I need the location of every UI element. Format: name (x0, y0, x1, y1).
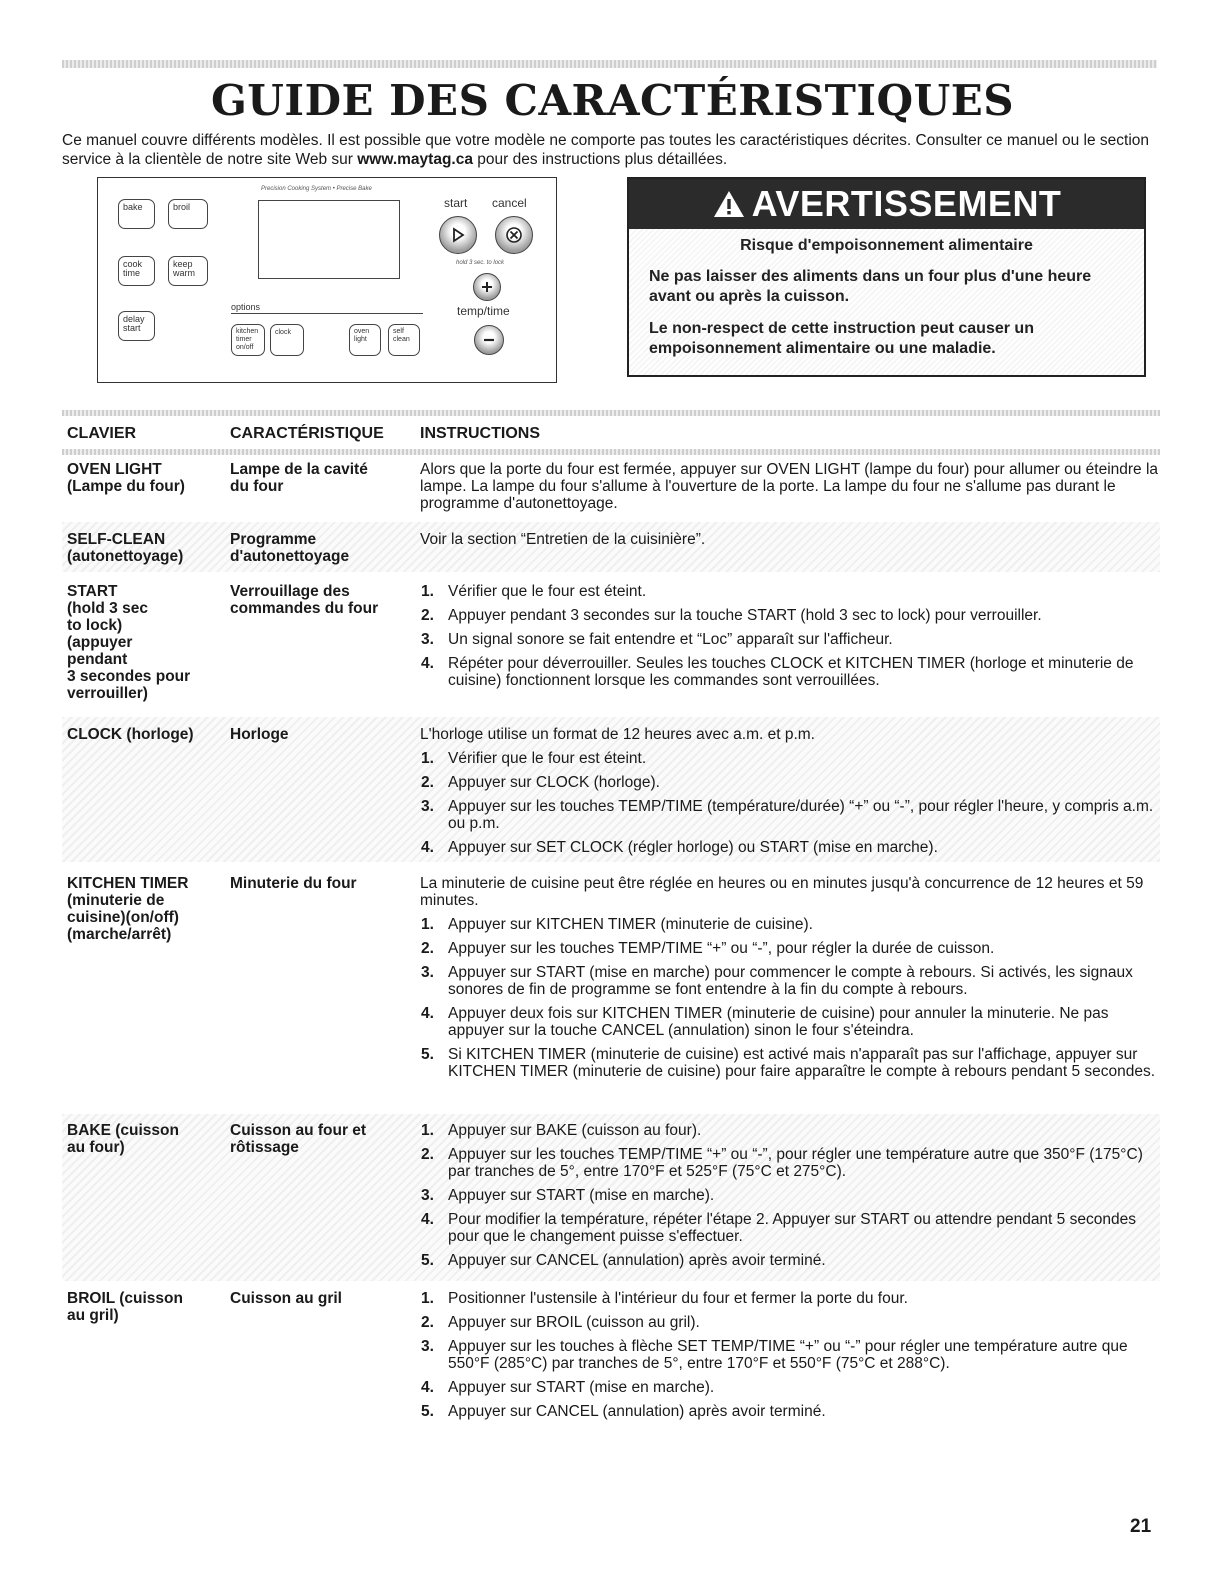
instructions (420, 583, 1160, 696)
cancel-label: cancel (492, 196, 527, 210)
table-top-rule (62, 410, 1160, 416)
feature-name: Horloge (230, 726, 289, 743)
website-link[interactable]: www.maytag.ca (357, 151, 473, 168)
kitchen-timer-key: kitchen timer on/off (231, 324, 265, 356)
list-item: 4. Appuyer sur SET CLOCK (régler horloge) ou START (mise en marche). (421, 839, 938, 856)
table-row (62, 522, 1160, 572)
header-caracteristique: CARACTÉRISTIQUE (230, 425, 384, 442)
intro-text-end: pour des instructions plus détaillées. (472, 151, 728, 168)
play-icon (450, 227, 466, 243)
key-name: BAKE (cuisson au four) (67, 1122, 179, 1156)
list-item: 4. Pour modifier la température, répéter l'étape 2. Appuyer sur START ou attendre pendant 5 secondes pour que le changement puisse s'effectuer. (421, 1211, 1136, 1245)
control-panel-illustration (97, 177, 557, 383)
intro-text: Ce manuel couvre différents modèles. Il est possible que votre modèle ne comporte pas toutes les caractéristiques décrites. Consulter ce manuel ou le section service à la clientèle de notre site Web sur (62, 132, 1150, 168)
hold-to-lock-text: hold 3 sec. to lock (456, 260, 505, 266)
list-item: 2. Appuyer sur BROIL (cuisson au gril). (421, 1314, 700, 1331)
minus-icon (482, 333, 496, 347)
feature-name: Programme d'autonettoyage (230, 531, 350, 565)
warning-box (627, 177, 1146, 377)
key-name: BROIL (cuisson au gril) (67, 1290, 183, 1324)
options-rule (231, 313, 423, 314)
header-clavier: CLAVIER (67, 425, 137, 442)
warning-triangle-icon (712, 189, 746, 219)
start-label: start (444, 196, 468, 210)
key-name: KITCHEN TIMER (minuterie de cuisine)(on/off) (marche/arrêt) (67, 875, 189, 943)
list-item: 1. Positionner l'ustensile à l'intérieur du four et fermer la porte du four. (421, 1290, 908, 1307)
options-label: options (231, 302, 261, 312)
list-item: 2. Appuyer sur les touches TEMP/TIME “+” ou “-”, pour régler la durée de cuisson. (421, 940, 995, 957)
list-item: 2. Appuyer pendant 3 secondes sur la touche START (hold 3 sec to lock) pour verrouiller. (421, 607, 1042, 624)
table-header-rule (62, 449, 1160, 455)
table-row (62, 576, 1160, 714)
table-row (62, 1114, 1160, 1281)
list-item: 1. Vérifier que le four est éteint. (421, 583, 647, 600)
minus-button (474, 325, 504, 355)
temp-time-label: temp/time (457, 304, 510, 318)
list-item: 2. Appuyer sur les touches TEMP/TIME “+” ou “-”, pour régler une température autre que 350°F (175°C) par tranches de 5°, entre 170°F et 525°F (75°C et 275°C). (421, 1146, 1143, 1180)
instructions (420, 875, 1160, 1087)
bake-key: bake (118, 199, 155, 229)
feature-name: Verrouillage des commandes du four (230, 583, 379, 617)
instructions (420, 1290, 1160, 1427)
self-clean-key: self clean (388, 324, 420, 356)
key-name: SELF-CLEAN (autonettoyage) (67, 531, 184, 565)
list-item: 4. Répéter pour déverrouiller. Seules les touches CLOCK et KITCHEN TIMER (horloge et minuterie de cuisine) fonctionnent lorsque les commandes sont verrouillées. (421, 655, 1134, 689)
list-item: 5. Appuyer sur CANCEL (annulation) après avoir terminé. (421, 1252, 826, 1269)
instruction-text: Alors que la porte du four est fermée, appuyer sur OVEN LIGHT (lampe du four) pour allumer ou éteindre la lampe. La lampe du four s'allume à l'ouverture de la porte. La lampe du four ne s'allume pas durant le programme d'autonettoyage. (420, 461, 1159, 512)
cancel-button (495, 216, 533, 254)
cancel-icon (505, 226, 523, 244)
list-item: 4. Appuyer deux fois sur KITCHEN TIMER (minuterie de cuisine) pour annuler la minuterie. Ne pas appuyer sur la touche CANCEL (annulation) sinon le four s'éteindra. (421, 1005, 1109, 1039)
feature-name: Cuisson au four et rôtissage (230, 1122, 367, 1156)
key-name: OVEN LIGHT (Lampe du four) (67, 461, 185, 495)
list-item: 3. Appuyer sur les touches TEMP/TIME (température/durée) “+” ou “-”, pour régler l'heure, y compris a.m. ou p.m. (421, 798, 1154, 832)
panel-display (258, 200, 400, 279)
instructions (420, 726, 1160, 863)
instruction-text: L'horloge utilise un format de 12 heures avec a.m. et p.m. (420, 726, 815, 743)
warning-paragraph-2: Le non-respect de cette instruction peut causer un empoisonnement alimentaire ou une maladie. (649, 320, 1034, 357)
instruction-text: La minuterie de cuisine peut être réglée en heures ou en minutes jusqu'à concurrence de 12 heures et 59 minutes. (420, 875, 1144, 909)
key-name: START (hold 3 sec to lock) (appuyer pendant 3 secondes pour verrouiller) (67, 583, 191, 702)
list-item: 1. Appuyer sur BAKE (cuisson au four). (421, 1122, 702, 1139)
list-item: 3. Appuyer sur les touches à flèche SET TEMP/TIME “+” ou “-” pour régler une température autre que 550°F (285°C) par tranches de 5°, entre 170°F et 550°F (75°C et 288°C). (421, 1338, 1128, 1372)
top-rule (62, 60, 1157, 68)
feature-name: Cuisson au gril (230, 1290, 342, 1307)
oven-light-key: oven light (349, 324, 381, 356)
list-item: 4. Appuyer sur START (mise en marche). (421, 1379, 715, 1396)
header-instructions: INSTRUCTIONS (420, 425, 540, 442)
instructions (420, 531, 1160, 555)
instruction-text: Voir la section “Entretien de la cuisinière”. (420, 531, 706, 548)
start-button (439, 216, 477, 254)
delay-start-key: delay start (118, 311, 155, 341)
warning-title: AVERTISSEMENT (751, 183, 1062, 224)
table-row (62, 717, 1160, 862)
table-row (62, 1283, 1160, 1453)
list-item: 1. Appuyer sur KITCHEN TIMER (minuterie de cuisine). (421, 916, 813, 933)
warning-subtitle: Risque d'empoisonnement alimentaire (740, 237, 1033, 254)
page-title: GUIDE DES CARACTÉRISTIQUES (210, 76, 1015, 125)
list-item: 3. Appuyer sur START (mise en marche) pour commencer le compte à rebours. Si activés, les signaux sonores de fin de programme se font entendre à la fin du compte à rebours. (421, 964, 1133, 998)
cook-time-key: cook time (118, 256, 155, 286)
instructions (420, 1122, 1160, 1276)
list-item: 5. Si KITCHEN TIMER (minuterie de cuisine) est activé mais n'apparaît pas sur l'affichage, appuyer sur KITCHEN TIMER (minuterie de cuisine) pour faire apparaître le compte à rebours pendant 5 secondes. (421, 1046, 1156, 1080)
feature-name: Lampe de la cavité du four (230, 461, 368, 495)
key-name: CLOCK (horloge) (67, 726, 194, 743)
list-item: 1. Vérifier que le four est éteint. (421, 750, 647, 767)
clock-key: clock (270, 324, 304, 356)
feature-name: Minuterie du four (230, 875, 357, 892)
intro-paragraph (62, 131, 1162, 169)
table-row (62, 866, 1160, 1112)
list-item: 3. Appuyer sur START (mise en marche). (421, 1187, 715, 1204)
table-row (62, 459, 1160, 521)
instructions (420, 461, 1160, 519)
list-item: 5. Appuyer sur CANCEL (annulation) après avoir terminé. (421, 1403, 826, 1420)
brand-line: Precision Cooking System • Precise Bake (261, 186, 372, 192)
keep-warm-key: keep warm (168, 256, 208, 286)
warning-paragraph-1: Ne pas laisser des aliments dans un four plus d'une heure avant ou après la cuisson. (649, 268, 1092, 305)
warning-header (629, 179, 1144, 229)
list-item: 3. Un signal sonore se fait entendre et “Loc” apparaît sur l'afficheur. (421, 631, 893, 648)
broil-key: broil (168, 199, 208, 229)
plus-button (473, 273, 501, 301)
plus-icon (480, 280, 494, 294)
list-item: 2. Appuyer sur CLOCK (horloge). (421, 774, 660, 791)
page-number: 21 (1130, 1516, 1152, 1537)
